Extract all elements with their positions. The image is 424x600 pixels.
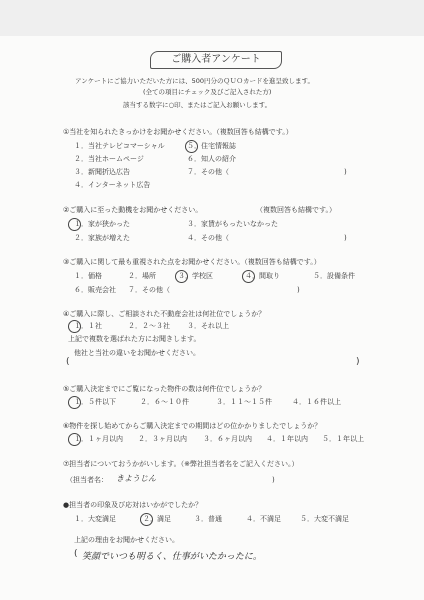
q7-title: ⑦担当者についておうかがいします。（※弊社担当者名をご記入ください。） <box>63 460 299 468</box>
q5-option-2: ２．６〜１０件 <box>140 398 189 406</box>
q1-option-4: ４．インターネット広告 <box>74 181 151 189</box>
q4-note-1: 上記で複数を選ばれた方にお聞きします。 <box>68 335 201 343</box>
q2-option-3: ３．家賃がもったいなかった <box>187 220 278 228</box>
q1-option-6: ６．知人の紹介 <box>187 155 236 163</box>
q4-option-3: ３．それ以上 <box>187 322 229 330</box>
q1-option-2: ２．当社ホームページ <box>74 155 144 163</box>
q4-title: ④ご購入に際し、ご相談された不動産会社は何社位でしょうか？ <box>63 310 266 318</box>
q1-option-5: ５．住宅情報誌 <box>187 142 236 150</box>
q8-reason-text: 笑顔でいつも明るく、仕事がいたかったに。 <box>82 552 262 562</box>
q6-option-4: ４．１年以内 <box>266 435 308 443</box>
q8-option-2: ２．満足 <box>143 515 171 523</box>
q5-option-4: ４．１６件以上 <box>292 398 341 406</box>
q8-option-4: ４．不満足 <box>246 515 281 523</box>
q2-title: ②ご購入に至った動機をお聞かせください。 <box>63 206 203 214</box>
q4-option-1: １．１社 <box>74 322 102 330</box>
q8-reason-label: 上記の理由をお聞かせください。 <box>74 536 179 544</box>
q2-option-1: １．家が狭かった <box>74 220 130 228</box>
q1-option-7: ７．その他（ <box>187 168 229 176</box>
q4-option-2: ２．２〜３社 <box>128 322 170 330</box>
q3-option-2: ２．場所 <box>128 272 156 280</box>
q1-selected-mark <box>185 140 198 153</box>
q3-close-paren: ) <box>297 286 300 294</box>
q4-note-2: 他社と当社の違いをお聞かせください。 <box>74 349 200 357</box>
intro-line-1: アンケートにご協力いただいた方には、500円分のＱＵＯカードを進呈致します。 <box>75 77 314 85</box>
q6-option-2: ２．３ヶ月以内 <box>138 435 187 443</box>
q2-option-2: ２．家族が増えた <box>74 234 130 242</box>
q2-close-paren: ) <box>344 234 347 242</box>
q8-option-3: ３．普通 <box>194 515 222 523</box>
intro-line-2: (全ての項目にチェック及びご記入された方) <box>143 88 272 96</box>
q1-close-paren: ) <box>344 168 347 176</box>
q6-title: ⑥物件を探し始めてからご購入決定までの期間はどの位かかりましたでしょうか？ <box>63 422 322 430</box>
q1-title: ①当社を知られたきっかけをお聞かせください。（複数回答も結構です。） <box>63 128 293 136</box>
q7-staff-label: （担当者名： <box>66 476 108 484</box>
scan-shadow <box>0 0 424 36</box>
q8-reason-open-paren: ( <box>74 549 78 559</box>
q5-option-3: ３．１１〜１５件 <box>216 398 272 406</box>
q3-option-5: ５．設備条件 <box>313 272 355 280</box>
q8-option-1: １．大変満足 <box>74 515 116 523</box>
q8-title: ●担当者の印象及び応対はいかがでしたか？ <box>63 501 203 509</box>
q2-option-4: ４．その他（ <box>187 234 229 242</box>
q3-title: ③ご購入に関して最も重視された点をお聞かせください。（複数回答も結構です。） <box>63 258 321 266</box>
q3-option-3: ３．学校区 <box>178 272 213 280</box>
q4-open-paren: ( <box>66 357 70 367</box>
q1-option-1: １．当社テレビコマーシャル <box>74 142 165 150</box>
q3-option-1: １．価格 <box>74 272 102 280</box>
q5-option-1: １．５件以下 <box>74 398 116 406</box>
q6-option-5: ５．１年以上 <box>322 435 364 443</box>
q6-option-3: ３．６ヶ月以内 <box>203 435 252 443</box>
q4-close-paren: ) <box>356 357 360 367</box>
intro-line-3: 該当する数字に○印、またはご記入お願いします。 <box>123 101 272 109</box>
q3-option-4: ４．間取り <box>245 272 280 280</box>
q2-note: （複数回答も結構です。） <box>256 206 336 214</box>
q3-option-7: ７．その他（ <box>128 286 170 294</box>
q5-title: ⑤ご購入決定までにご覧になった物件の数は何件位でしょうか？ <box>63 385 266 393</box>
q8-option-5: ５．大変不満足 <box>300 515 349 523</box>
q7-staff-name: きようじん <box>116 474 156 483</box>
page-title: ご購入者アンケート <box>150 51 282 69</box>
q6-option-1: １．１ヶ月以内 <box>74 435 123 443</box>
q3-option-6: ６．販売会社 <box>74 286 116 294</box>
q7-close-paren: ) <box>272 476 275 484</box>
q1-option-3: ３．新聞折込広告 <box>74 168 130 176</box>
